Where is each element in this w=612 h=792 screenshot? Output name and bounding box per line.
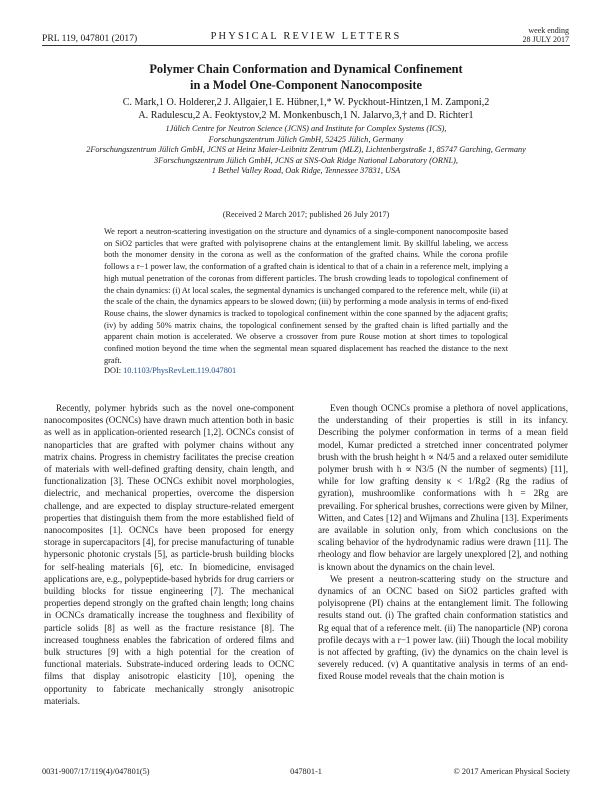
author-list [0,97,612,122]
doi-label: DOI: [104,366,122,375]
body-paragraph: Even though OCNCs promise a plethora of novel applications, the understanding of their properties is still in its infancy. Describing the polymer conformation in terms of a mean field model, Kumar predicted a stretched inner concentrated polymer brush with the brush height h ∝ N4/5 and a relaxed outer semidilute polymer brush with h ∝ N3/5 (N the number of segments) [11], while for low grafting density κ < 1/Rg2 (Rg the radius of gyration), mushroomlike conformations with h = 2Rg are prevailing. For spherical brushes, corrections were given by Milner, Witten, and Cates [12] and Wijmans and Zhulina [13]. Experiments are available in solution only, from which conclusions on the scaling behavior of the hydrodynamic radius were drawn [11]. The rheology and flow behavior are largely unexplored [2], and nothing is known about the dynamics on the chain level. [318,403,568,572]
affiliation-line: 2Forschungszentrum Jülich GmbH, JCNS at Heinz Maier-Leibnitz Zentrum (MLZ), Lichtenbergstraße 1, 85747 Garching, Germany [86,145,526,155]
page-number: 047801-1 [290,767,322,776]
journal-name: PHYSICAL REVIEW LETTERS [210,31,402,42]
body-paragraph: We present a neutron-scattering study on the structure and dynamics of an OCNC based on SiO2 particles grafted with polyisoprene (PI) chains at the entanglement limit. The following results stand out. (i) The grafted chain conformation statistics and Rg equal that of a reference melt. (ii) The nanoparticle (NP) corona profile decays with a r−1 power law. (iii) Though the local mobility is not affected by grafting, (iv) the dynamics on the chain level is severely reduced. (v) A quantitative analysis in terms of an end-fixed Rouse model reveals that the chain motion is [318,573,568,682]
doi-line [104,366,236,375]
copyright: © 2017 American Physical Society [453,767,570,776]
paper-title [0,62,612,93]
journal-reference: PRL 119, 047801 (2017) [42,33,138,44]
received-dates: (Received 2 March 2017; published 26 July 2017) [222,210,390,219]
doi-link[interactable]: 10.1103/PhysRevLett.119.047801 [123,366,237,375]
title-line-1: Polymer Chain Conformation and Dynamical Confinement [149,62,463,76]
week-date: 28 JULY 2017 [522,34,569,44]
affiliation-line: Forschungszentrum Jülich GmbH, 52425 Jülich, Germany [208,134,404,144]
title-line-2: in a Model One-Component Nanocomposite [190,77,422,92]
affiliations [40,124,572,177]
left-column [44,402,294,707]
body-paragraph: Recently, polymer hybrids such as the novel one-component nanocomposites (OCNCs) have drawn much attention both in basic as well as in application-oriented research [1,2]. OCNCs consist of nanoparticles that are grafted with polymer chains without any matrix chains. Progress in chemistry facilitates the precise creation of materials with well-defined grafting density, chain length, and functionalization [3]. These OCNCs exhibit novel morphologies, dielectric, and mechanical properties, overcome the dispersion challenge, and are expected to display structure-related emergent properties that distinguish them from the more established field of nanocomposites [1]. OCNCs have been proposed for energy storage in supercapacitors [4], for precise manufacturing of tunable hypersonic photonic crystals [5], as particle-brush building blocks for self-healing materials [6], etc. In biomedicine, envisaged applications are, e.g., polypeptide-based hybrids for drug carriers or building blocks for tissue engineering [7]. The mechanical properties depend strongly on the grafted chain length; long chains in OCNCs dramatically increase the toughness and flexibility of particle solids [8] as well as the fracture resistance [8]. The increased toughness enables the fabrication of ordered films and bulk structures [9] with a high potential for the creation of functional materials. Substrate-induced ordering leads to OCNC films that display anisotropic elasticity [10], opening the opportunity to fabricate mechanically strongly anisotropic materials. [44,403,294,706]
right-column [318,402,568,683]
affiliation-line: 1Jülich Centre for Neutron Science (JCNS) and Institute for Complex Systems (ICS), [165,124,447,133]
affiliation-line: 1 Bethel Valley Road, Oak Ridge, Tennessee 37831, USA [211,166,401,176]
authors-line-1: C. Mark,1 O. Holderer,2 J. Allgaier,1 E. Hübner,1,* W. Pyckhout-Hintzen,1 M. Zamponi,2 [122,97,490,108]
affiliation-line: 3Forschungszentrum Jülich GmbH, JCNS at SNS-Oak Ridge National Laboratory (ORNL), [154,155,458,165]
abstract: We report a neutron-scattering investigation on the structure and dynamics of a single-component nanocomposite based on SiO2 particles that were grafted with polyisoprene chains at the entanglement limit. By skillful labeling, we access both the monomer density in the corona as well as the conformation of the grafted chains. While the corona profile follows a r−1 power law, the conformation of a grafted chain is identical to that of a chain in a reference melt, implying a high mutual penetration of the coronas from different particles. The brush crowding leads to topological confinement of the chain dynamics: (i) At local scales, the segmental dynamics is unchanged compared to the reference melt, while (ii) at the scale of the chain, the dynamics appears to be slowed down; (iii) by performing a mode analysis in terms of end-fixed Rouse chains, the slower dynamics is tracked to topological confinement within the cone spanned by the adjacent grafts; (iv) by adding 50% matrix chains, the topological confinement sensed by the grafted chain is lifted partially and the apparent chain motion is accelerated. We observe a crossover from pure Rouse motion at short times to topological confined motion beyond the time when the segmental mean squared displacement has reached the distance to the next graft. [104,227,508,365]
issue-date [523,27,569,44]
header-rule [42,45,570,46]
footer-code: 0031-9007/17/119(4)/047801(5) [42,767,150,776]
authors-line-2: A. Radulescu,2 A. Feoktystov,2 M. Monkenbusch,1 N. Jalarvo,3,† and D. Richter1 [138,109,474,121]
week-label: week ending [528,26,569,35]
